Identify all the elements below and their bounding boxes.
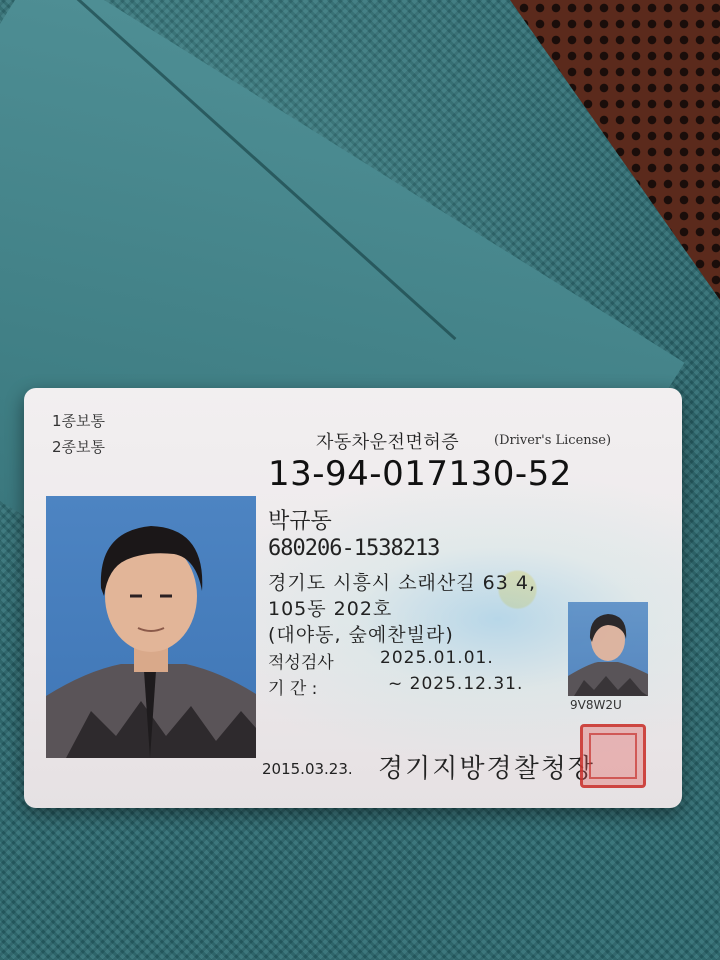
holder-photo — [46, 496, 256, 758]
official-seal-stamp — [580, 724, 646, 788]
address-line-3: (대야동, 숲예찬빌라) — [268, 624, 454, 646]
holder-name: 박규동 — [268, 509, 332, 534]
address-line-2: 105동 202호 — [268, 598, 393, 620]
card-title-english: (Driver's License) — [494, 433, 612, 448]
address-line-1: 경기도 시흥시 소래산길 63 4, — [268, 572, 537, 594]
inspection-label: 적성검사 — [268, 653, 334, 673]
inspection-date: 2025.01.01. — [380, 648, 494, 668]
card-title-korean: 자동차운전면허증 — [316, 432, 460, 453]
serial-code: 9V8W2U — [570, 698, 622, 712]
license-class-2: 2종보통 — [52, 438, 106, 456]
resident-registration-number: 680206-1538213 — [268, 536, 440, 561]
license-number: 13-94-017130-52 — [268, 454, 572, 494]
period-value: ~ 2025.12.31. — [388, 674, 524, 694]
seal-inner-border — [589, 733, 637, 779]
issuing-authority: 경기지방경찰청장 — [378, 754, 595, 784]
driver-license-card — [24, 388, 682, 808]
ghost-photo — [568, 602, 648, 696]
period-label: 기 간 : — [268, 679, 318, 699]
license-class-1: 1종보통 — [52, 412, 106, 430]
issue-date: 2015.03.23. — [262, 760, 353, 778]
